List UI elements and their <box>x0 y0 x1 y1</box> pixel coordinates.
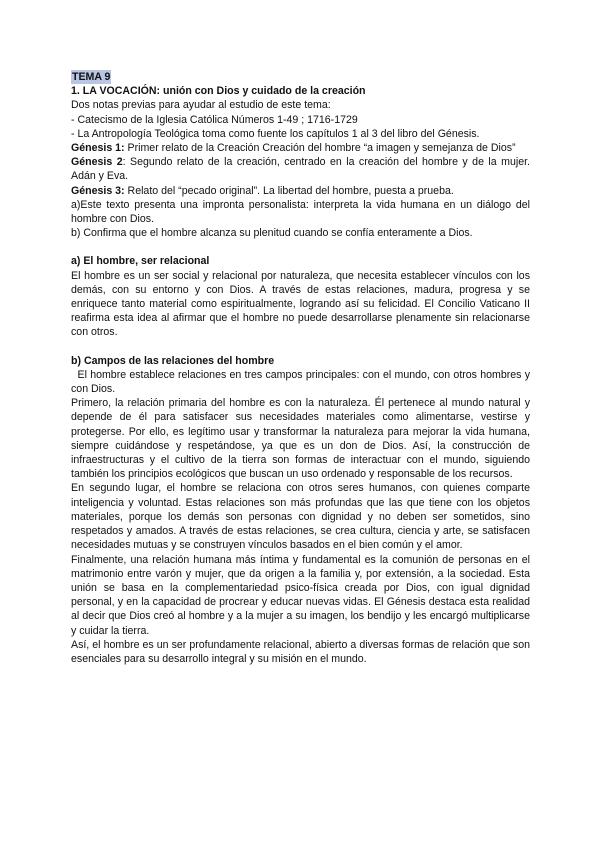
section-b-paragraph: En segundo lugar, el hombre se relaciona con otros seres humanos, con quienes comparte inteligencia y voluntad. Estas relaciones son más profundas que las que tiene con los objetos materiales, porque los demás son personas con dignidad y no deben ser sometidos, sino respetados y amados. A través de estas relaciones, se crea cultura, ciencia y arte, se satisfacen necesidades mutuas y se construyen vínculos basados en el bien común y el amor. <box>71 482 530 552</box>
section-b-paragraph: Finalmente, una relación humana más íntima y fundamental es la comunión de personas en el matrimonio entre varón y mujer, que da origen a la familia y, por extensión, a la sociedad. Esta unión se basa en la complementariedad psico-física creada por Dios, con igual dignidad personal, y en la capacidad de procrear y educar nuevas vidas. El Génesis destaca esta realidad al decir que Dios creó al hombre y a la mujer a su imagen, los bendijo y les encargó multiplicarse y cuidar la tierra. <box>71 553 530 637</box>
intro-lead: Dos notas previas para ayudar al estudio de este tema: <box>71 99 331 112</box>
intro-note-2: - La Antropología Teológica toma como fuente los capítulos 1 al 3 del libro del Génesis. <box>71 127 480 140</box>
point-b: b) Confirma que el hombre alcanza su plenitud cuando se confía enteramente a Dios. <box>71 227 473 240</box>
document-page <box>71 70 533 666</box>
genesis-2-line <box>71 155 530 183</box>
section-b-heading: b) Campos de las relaciones del hombre <box>71 354 275 367</box>
section-a-heading: a) El hombre, ser relacional <box>71 255 210 268</box>
topic-line <box>71 70 530 84</box>
genesis-1-text: Primer relato de la Creación Creación del hombre “a imagen y semejanza de Dios” <box>124 142 516 155</box>
section-b-paragraph: Primero, la relación primaria del hombre es con la naturaleza. Él pertenece al mundo natural y depende de él para satisfacer sus necesidades materiales como alimentarse, vestirse y protegerse. Por ello, es legítimo usar y transformar la naturaleza para mejorar la vida humana, siempre cuidándose y respetándose, ya que es un don de Dios. Así, la construcción de infraestructuras y el cultivo de la tierra son formas de interactuar con el mundo, siguiendo también los principios ecológicos que buscan un uso ordenado y responsable de los recursos. <box>71 397 530 481</box>
genesis-3-label: Génesis 3: <box>71 184 125 197</box>
genesis-2-label: Génesis 2 <box>71 156 123 169</box>
genesis-2-text: : Segundo relato de la creación, centrado en la creación del hombre y de la mujer. Adán y Eva. <box>71 156 530 183</box>
section-a-body: El hombre es un ser social y relacional por naturaleza, que necesita establecer vínculos con los demás, con su entorno y con Dios. A través de estas relaciones, madura, progresa y se enriquece tanto material como espiritualmente, logrando así su felicidad. El Concilio Vaticano II reafirma esta idea al afirmar que el hombre no puede desarrollarse plenamente sin relacionarse con otros. <box>71 269 530 339</box>
genesis-1-label: Génesis 1: <box>71 142 125 155</box>
genesis-3-line <box>71 184 530 198</box>
document-title: 1. LA VOCACIÓN: unión con Dios y cuidado de la creación <box>71 85 366 98</box>
genesis-1-line <box>71 141 530 155</box>
topic-label: TEMA 9 <box>72 71 111 83</box>
genesis-3-text: Relato del “pecado original”. La libertad del hombre, puesta a prueba. <box>124 184 454 197</box>
section-b-paragraph: Así, el hombre es un ser profundamente relacional, abierto a diversas formas de relación que son esenciales para su desarrollo integral y su misión en el mundo. <box>71 638 530 665</box>
point-a: a)Este texto presenta una impronta personalista: interpreta la vida humana en un diálogo del hombre con Dios. <box>71 198 530 226</box>
section-b-paragraph: El hombre establece relaciones en tres campos principales: con el mundo, con otros hombres y con Dios. <box>71 368 533 396</box>
intro-note-1: - Catecismo de la Iglesia Católica Números 1-49 ; 1716-1729 <box>71 113 358 126</box>
